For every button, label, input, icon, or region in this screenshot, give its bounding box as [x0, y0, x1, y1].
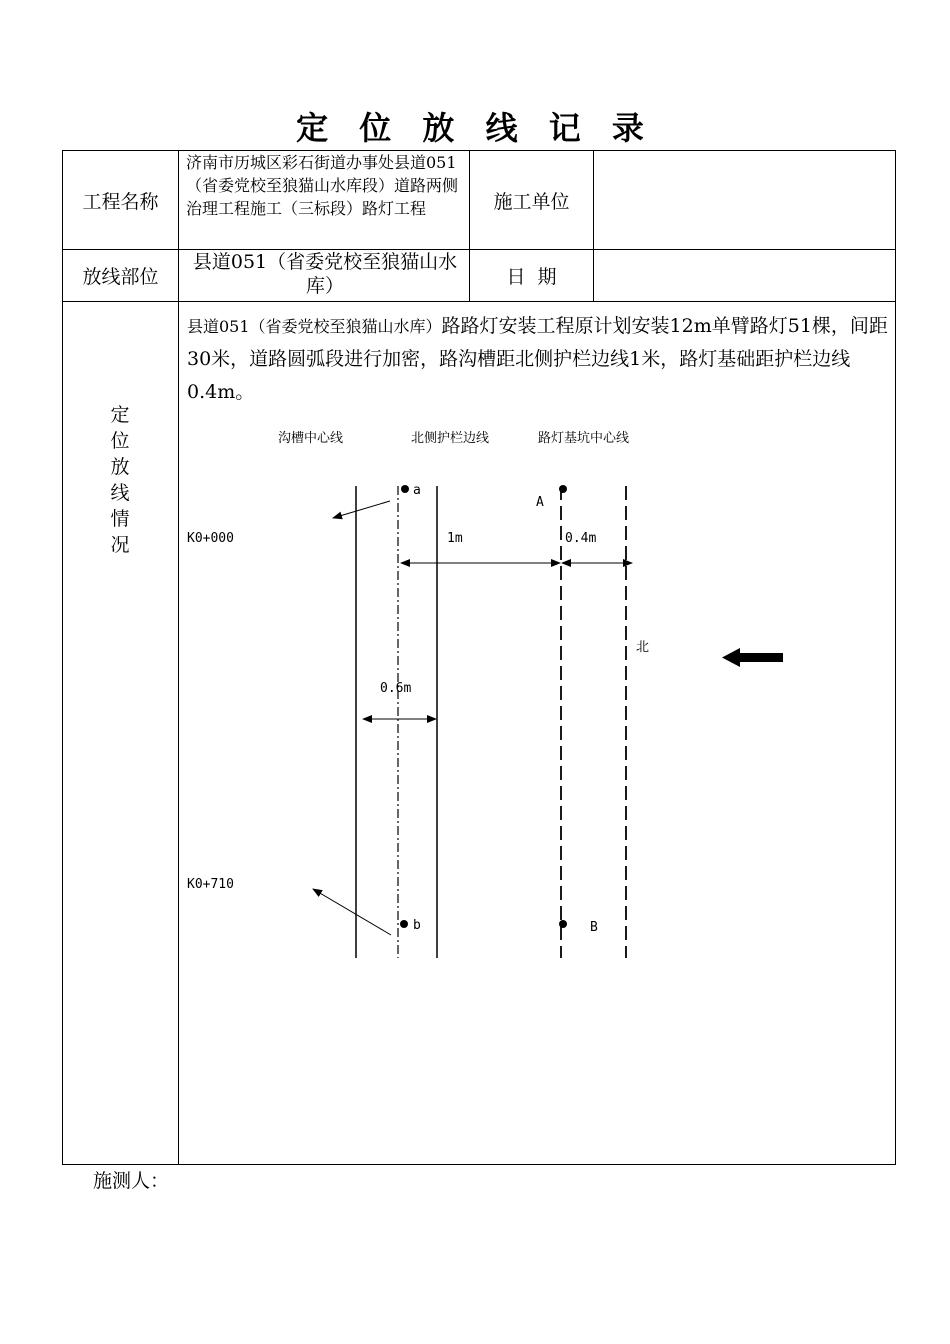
north-label: 北 [636, 640, 650, 655]
project-name-value: 济南市历城区彩石街道办事处县道051（省委党校至狼猫山水库段）道路两侧治理工程施工（三标段）路灯工程 [186, 153, 459, 218]
legend-trench-centerline: 沟槽中心线 [278, 431, 344, 446]
surveyor-label: 施测人： [93, 1170, 170, 1192]
description-body: 路路灯安装工程原计划安装12m单臂路灯51棵，间距30米，道路圆弧段进行加密，路沟槽距北侧护栏边线1米，路灯基础距护栏边线0.4m。 [187, 315, 888, 403]
dimension-1m-label: 1m [447, 531, 463, 546]
station-start-label: K0+000 [187, 531, 234, 546]
point-a-marker [401, 485, 409, 493]
dimension-0.4m-label: 0.4m [565, 531, 597, 546]
legend-guardrail-edge: 北侧护栏边线 [411, 431, 490, 446]
point-A-label: A [536, 495, 544, 510]
location-value: 县道051（省委党校至狼猫山水库） [192, 251, 458, 297]
north-arrow-icon [722, 648, 783, 667]
project-name-label: 工程名称 [82, 190, 159, 213]
point-B-label: B [590, 920, 598, 935]
point-B-marker [559, 920, 567, 928]
situation-label: 定位放线情况 [110, 404, 130, 556]
dimension-0.6m-label: 0.6m [380, 681, 412, 696]
station-end-label: K0+710 [187, 877, 234, 892]
point-b-label: b [413, 918, 421, 933]
legend-lamp-pit-centerline: 路灯基坑中心线 [538, 431, 630, 446]
station-start-pointer [333, 501, 390, 518]
point-b-marker [400, 920, 408, 928]
document-title: 定 位 放 线 记 录 [296, 109, 654, 147]
construction-unit-label: 施工单位 [493, 190, 570, 213]
point-A-marker [559, 485, 567, 493]
point-a-label: a [413, 483, 421, 498]
location-label: 放线部位 [82, 266, 159, 288]
date-label: 日 期 [506, 266, 557, 288]
station-end-pointer [313, 889, 391, 935]
description-prefix: 县道051（省委党校至狼猫山水库） [187, 317, 442, 336]
